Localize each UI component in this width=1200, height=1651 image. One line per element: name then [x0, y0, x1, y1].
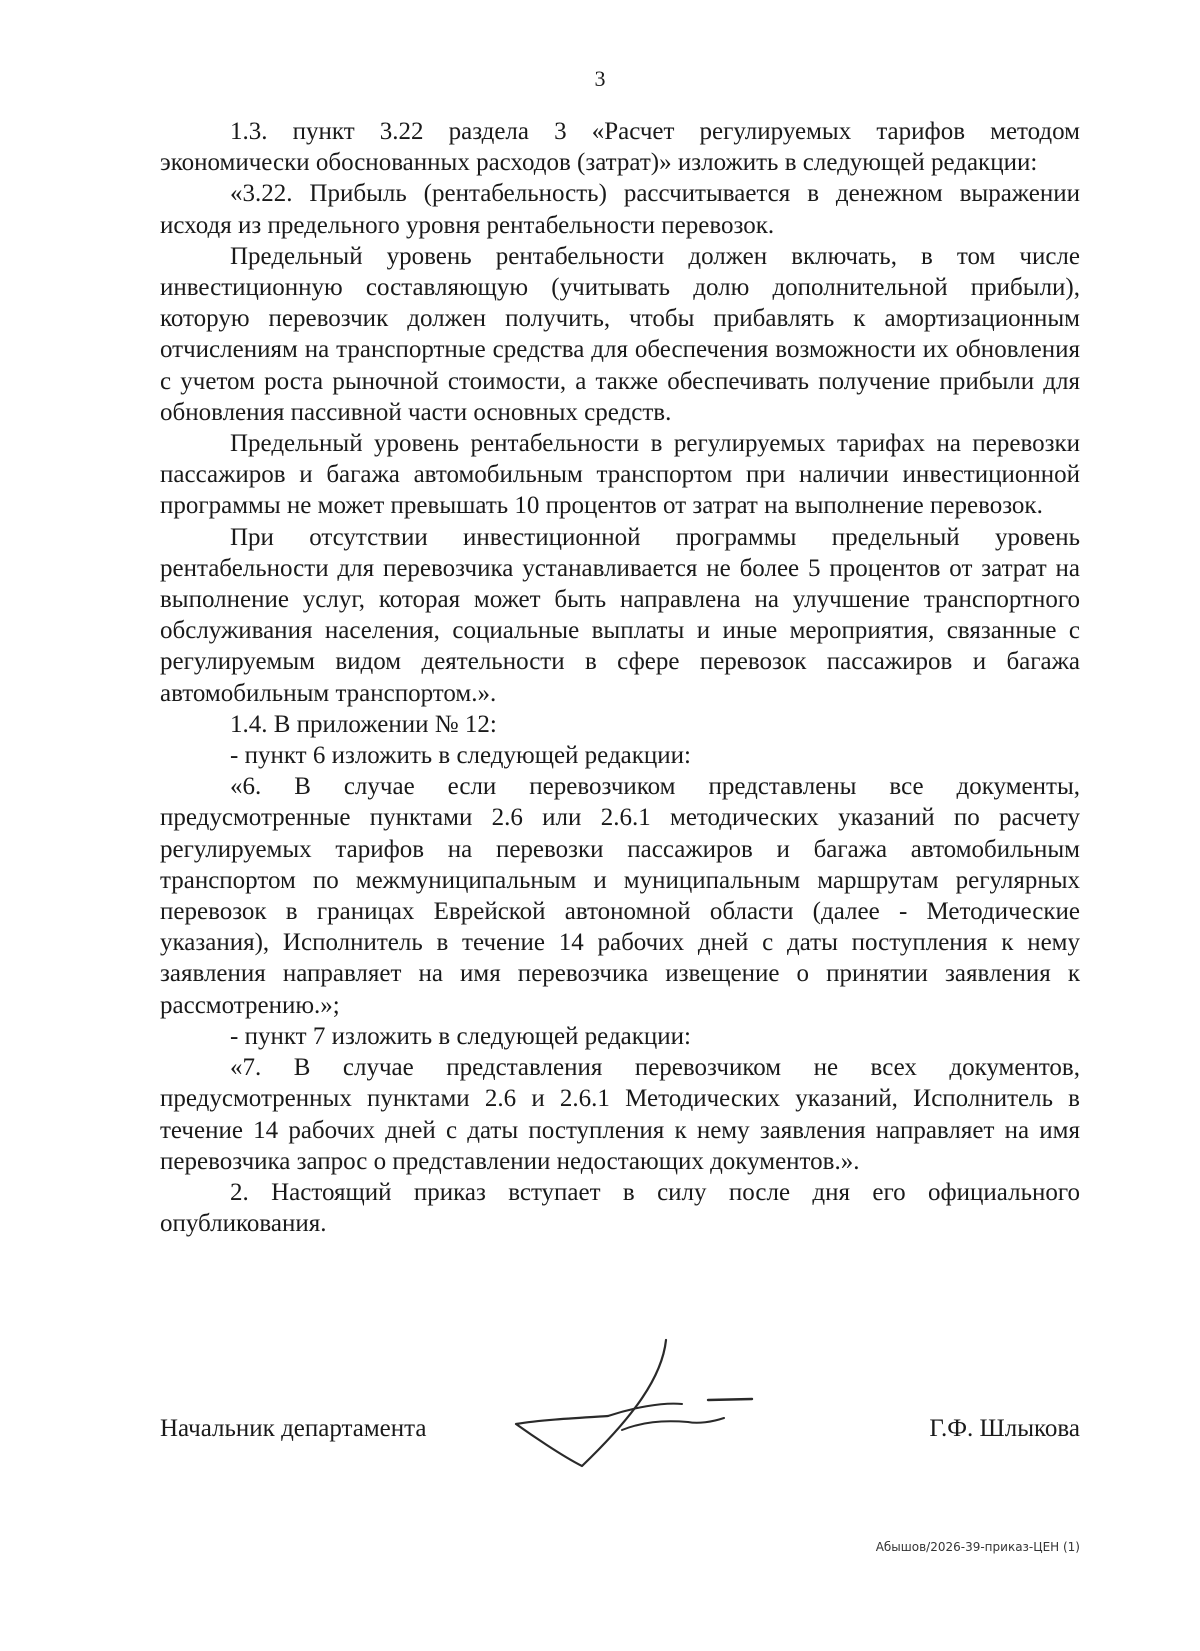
paragraph-item-7: «7. В случае представления перевозчиком не всех документов, предусмотренных пунктами 2.6 и 2.6.1 Методических указаний, Исполнитель в течение 14 рабочих дней с даты поступления к нему заявления направляет на имя перевозчика запрос о представлении недостающих документов.». — [160, 1054, 1080, 1175]
paragraph-profitability-limit: Предельный уровень рентабельности должен включать, в том числе инвестиционную составляющую (учитывать долю дополнительной прибыли), которую перевозчик должен получить, чтобы прибавлять к амортизационным отчислениям на транспортные средства для обеспечения возможности их обновления с учетом роста рыночной стоимости, а также обеспечивать получение прибыли для обновления пассивной части основных средств. — [160, 242, 1080, 426]
paragraph-item-6-intro: - пункт 6 изложить в следующей редакции: — [230, 742, 691, 770]
paragraph-1-4: 1.4. В приложении № 12: — [230, 710, 497, 738]
paragraph-1-3: 1.3. пункт 3.22 раздела 3 «Расчет регулируемых тарифов методом экономически обоснованных расходов (затрат)» изложить в следующей редакции: — [160, 118, 1080, 177]
paragraph-item-7-intro: - пункт 7 изложить в следующей редакции: — [230, 1022, 691, 1050]
paragraph-investment-program: Предельный уровень рентабельности в регулируемых тарифах на перевозки пассажиров и багажа автомобильным транспортом при наличии инвестиционной программы не может превышать 10 процентов от затрат на выполнение перевозок. — [160, 430, 1080, 520]
paragraph-item-6: «6. В случае если перевозчиком представлены все документы, предусмотренные пунктами 2.6 или 2.6.1 методических указаний по расчету регулируемых тарифов на перевозки пассажиров и багажа автомобильным транспортом по межмуниципальным и муниципальным маршрутам регулярных перевозок в границах Еврейской автономной области (далее - Методические указания), Исполнитель в течение 14 рабочих дней с даты поступления к нему заявления направляет на имя перевозчика извещение о принятии заявления к рассмотрению.»; — [160, 773, 1080, 1019]
paragraph-no-investment-program: При отсутствии инвестиционной программы предельный уровень рентабельности для перевозчика устанавливается не более 5 процентов от затрат на выполнение услуг, которая может быть направлена на улучшение транспортного обслуживания населения, социальные выплаты и иные мероприятия, связанные с регулируемым видом деятельности в сфере перевозок пассажиров и багажа автомобильным транспортом.». — [160, 523, 1080, 707]
paragraph-2-effective: 2. Настоящий приказ вступает в силу после дня его официального опубликования. — [160, 1178, 1080, 1238]
document-reference: Абышов/2026-39-приказ-ЦЕН (1) — [875, 1540, 1080, 1554]
document-body — [160, 116, 1080, 1239]
signatory-title: Начальник департамента — [160, 1415, 427, 1442]
signatory-name: Г.Ф. Шлыкова — [929, 1415, 1080, 1442]
page-number: 3 — [594, 66, 606, 91]
handwritten-signature — [512, 1338, 772, 1478]
paragraph-3-22: «3.22. Прибыль (рентабельность) рассчитывается в денежном выражении исходя из предельного уровня рентабельности перевозок. — [160, 180, 1080, 239]
